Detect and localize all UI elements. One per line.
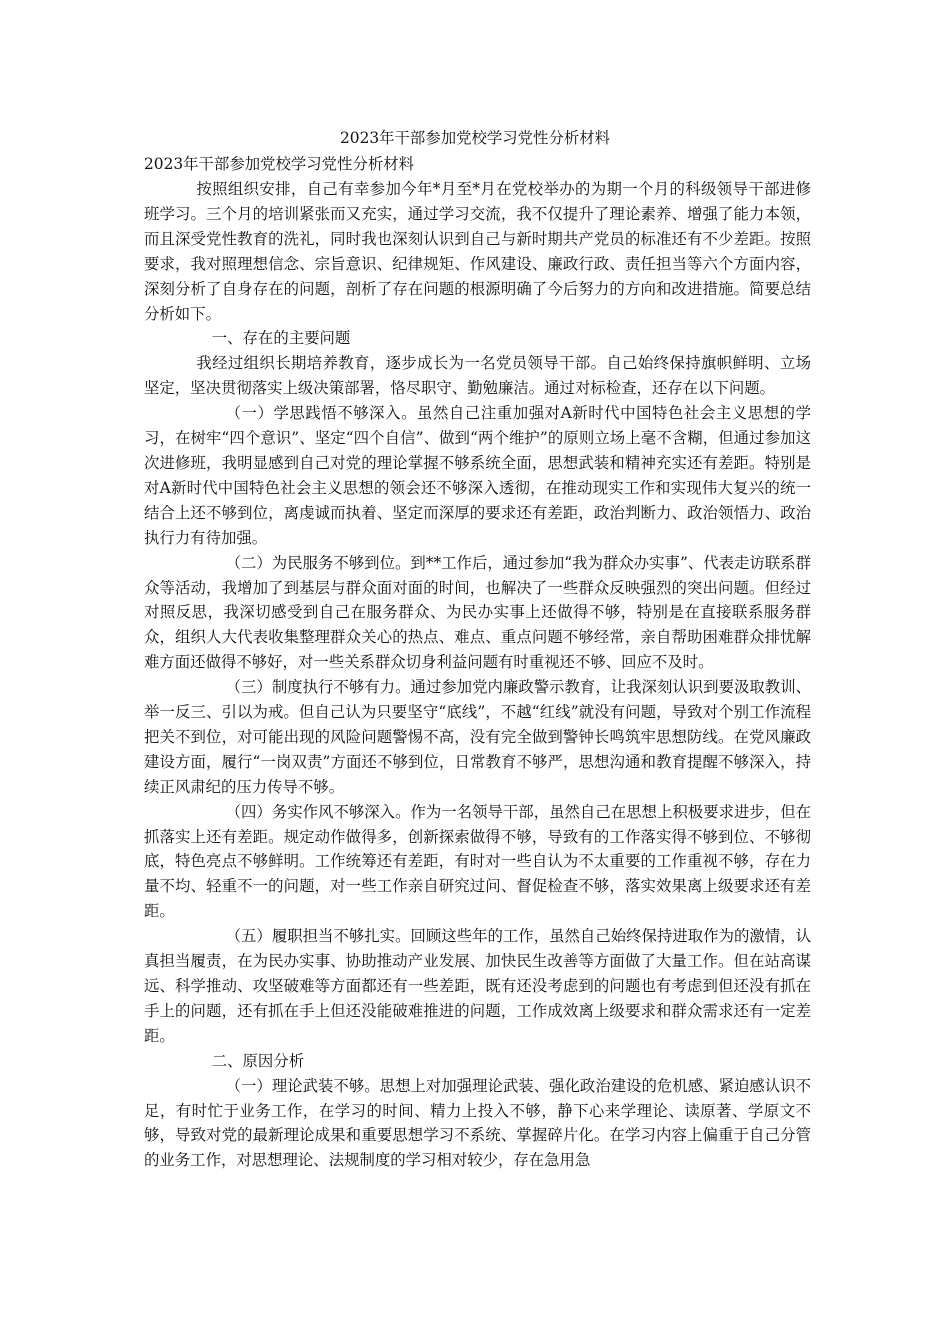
intro-paragraph: 按照组织安排，自己有幸参加今年*月至*月在党校举办的为期一个月的科级领导干部进修班学习。三个月的培训紧张而又充实，通过学习交流，我不仅提升了理论素养、增强了能力本领，而且深受党性教育的洗礼，同时我也深刻认识到自己与新时期共产党员的标准还有不少差距。按照要求，我对照理想信念、宗旨意识、纪律规矩、作风建设、廉政行政、责任担当等六个方面内容，深刻分析了自身存在的问题，剖析了存在问题的根源明确了今后努力的方向和改进措施。简要总结分析如下。 — [144, 180, 811, 323]
section-heading-reasons: 二、原因分析 — [211, 1051, 305, 1070]
section-heading-problems: 一、存在的主要问题 — [211, 329, 351, 348]
problem-item-2: （二）为民服务不够到位。到**工作后，通过参加“我为群众办实事”、代表走访联系群众等活动，我增加了到基层与群众面对面的时间，也解决了一些群众反映强烈的突出问题。但经过对照反思，我深切感受到自己在服务群众、为民办实事上还做得不够，特别是在直接联系服务群众，组织人大代表收集整理群众关心的热点、难点、重点问题不够经常，亲自帮助困难群众排忧解难方面还做得不够好，对一些关系群众切身利益问题有时重视还不够、回应不及时。 — [144, 553, 811, 672]
document-body — [144, 177, 811, 1173]
problem-item-1: （一）学思践悟不够深入。虽然自己注重加强对A新时代中国特色社会主义思想的学习，在树牢“四个意识”、坚定“四个自信”、做到“两个维护”的原则立场上毫不含糊，但通过参加这次进修班，我明显感到自己对党的理论掌握不够系统全面，思想武装和精神充实还有差距。特别是对A新时代中国特色社会主义思想的领会还不够深入透彻，在推动现实工作和实现伟大复兴的统一结合上还不够到位，离虔诚而执着、坚定而深厚的要求还有差距，政治判断力、政治领悟力、政治执行力有待加强。 — [144, 404, 811, 547]
document-subtitle: 2023年干部参加党校学习党性分析材料 — [144, 155, 415, 173]
section-intro-paragraph: 我经过组织长期培养教育，逐步成长为一名党员领导干部。自己始终保持旗帜鲜明、立场坚定，坚决贯彻落实上级决策部署，恪尽职守、勤勉廉洁。通过对标检查，还存在以下问题。 — [144, 354, 811, 398]
problem-item-4: （四）务实作风不够深入。作为一名领导干部，虽然自己在思想上积极要求进步，但在抓落实上还有差距。规定动作做得多，创新探索做得不够，导致有的工作落实得不够到位、不够彻底，特色亮点不够鲜明。工作统筹还有差距，有时对一些自认为不太重要的工作重视不够，存在力量不均、轻重不一的问题，对一些工作亲自研究过问、督促检查不够，落实效果离上级要求还有差距。 — [144, 802, 811, 921]
problem-item-5: （五）履职担当不够扎实。回顾这些年的工作，虽然自己始终保持进取作为的激情，认真担当履责，在为民办实事、协助推动产业发展、加快民生改善等方面做了大量工作。但在站高谋远、科学推动、攻坚破难等方面都还有一些差距，既有还没考虑到的问题也有考虑到但还没有抓在手上的问题，还有抓在手上但还没能破难推进的问题，工作成效离上级要求和群众需求还有一定差距。 — [144, 927, 811, 1045]
reason-item-1: （一）理论武装不够。思想上对加强理论武装、强化政治建设的危机感、紧迫感认识不足，有时忙于业务工作，在学习的时间、精力上投入不够，静下心来学理论、读原著、学原文不够，导致对党的最新理论成果和重要思想学习不系统、掌握碎片化。在学习内容上偏重于自己分管的业务工作，对思想理论、法规制度的学习相对较少，存在急用急 — [144, 1076, 811, 1170]
problem-item-3: （三）制度执行不够有力。通过参加党内廉政警示教育，让我深刻认识到要汲取教训、举一反三、引以为戒。但自己认为只要坚守“底线”，不越“红线”就没有问题，导致对个别工作流程把关不到位，对可能出现的风险问题警惕不高，没有完全做到警钟长鸣筑牢思想防线。在党风廉政建设方面，履行“一岗双责”方面还不够到位，日常教育不够严，思想沟通和教育提醒不够深入，持续正风肃纪的压力传导不够。 — [144, 678, 811, 796]
document-title: 2023年干部参加党校学习党性分析材料 — [339, 129, 611, 147]
